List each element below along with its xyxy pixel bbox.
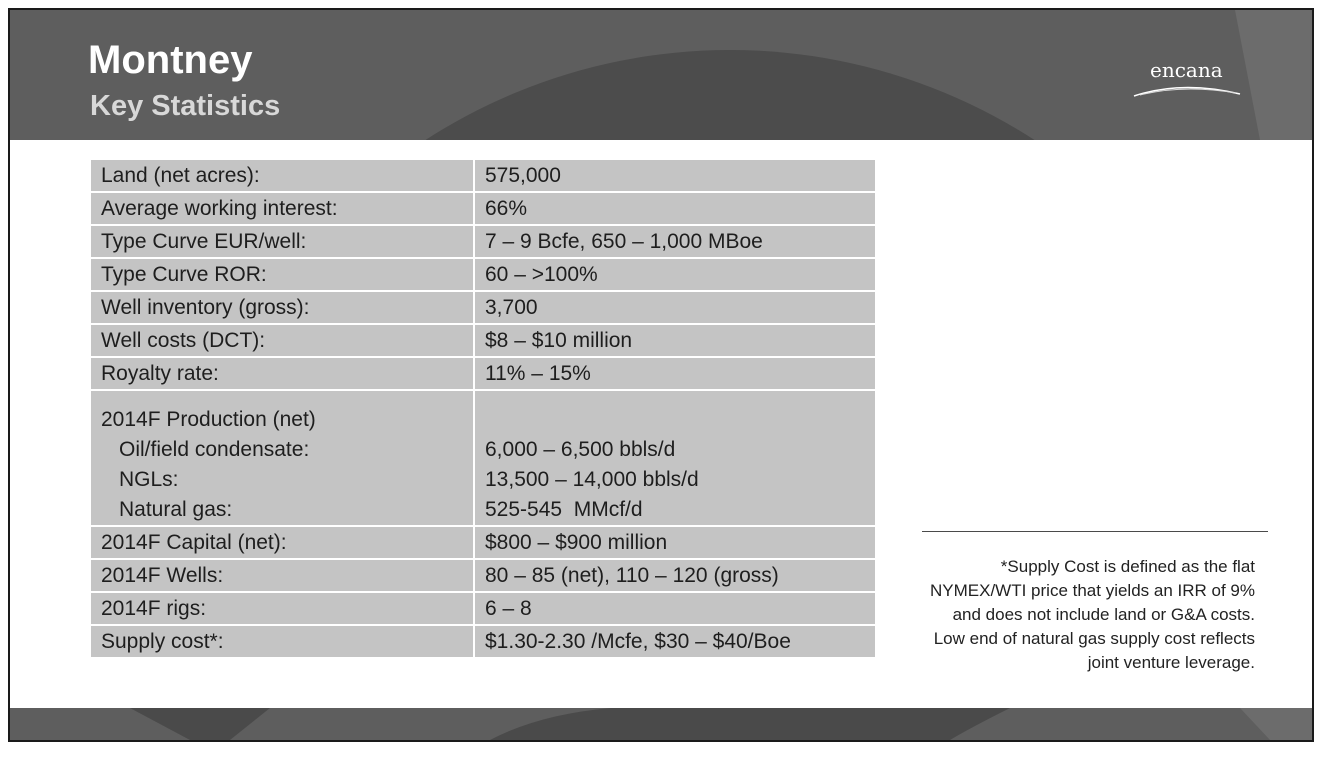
logo-swoosh-icon: [1132, 78, 1242, 98]
supply-cost-footnote: *Supply Cost is defined as the flat NYMEX/WTI price that yields an IRR of 9% and does not include land or G&A costs. Low end of natural gas supply cost reflects joint venture leverage.: [930, 557, 1255, 672]
table-row: [90, 258, 876, 291]
oil-condensate-label: Oil/field condensate:: [119, 438, 310, 461]
row-label: Land (net acres):: [90, 159, 474, 192]
table-row: [90, 225, 876, 258]
row-label: Type Curve ROR:: [90, 258, 474, 291]
table-row: [90, 324, 876, 357]
key-statistics-table: [89, 158, 877, 659]
production-labels: [90, 390, 474, 526]
logo-text: encana: [1150, 58, 1223, 82]
row-value: 80 – 85 (net), 110 – 120 (gross): [474, 559, 876, 592]
row-value: 60 – >100%: [474, 258, 876, 291]
row-value: $1.30-2.30 /Mcfe, $30 – $40/Boe: [474, 625, 876, 658]
table-row: [90, 192, 876, 225]
table-row: [90, 625, 876, 658]
ngls-label: NGLs:: [119, 468, 179, 491]
row-value: 66%: [474, 192, 876, 225]
row-value: 7 – 9 Bcfe, 650 – 1,000 MBoe: [474, 225, 876, 258]
production-values: [474, 390, 876, 526]
slide: [8, 8, 1314, 742]
row-label: Well inventory (gross):: [90, 291, 474, 324]
header-banner: [10, 10, 1312, 140]
table-row: [90, 592, 876, 625]
blank-line: [485, 405, 865, 435]
row-value: $800 – $900 million: [474, 526, 876, 559]
natural-gas-value: 525-545 MMcf/d: [485, 498, 643, 521]
table-row: [90, 291, 876, 324]
row-label: Supply cost*:: [90, 625, 474, 658]
row-label: Average working interest:: [90, 192, 474, 225]
table-row: [90, 159, 876, 192]
row-label: 2014F Capital (net):: [90, 526, 474, 559]
row-value: 3,700: [474, 291, 876, 324]
page-title: Montney: [88, 38, 253, 82]
oil-condensate-value: 6,000 – 6,500 bbls/d: [485, 438, 676, 461]
table-row: [90, 526, 876, 559]
row-label: Type Curve EUR/well:: [90, 225, 474, 258]
footnote-divider: [922, 531, 1268, 532]
ngls-value: 13,500 – 14,000 bbls/d: [485, 468, 699, 491]
row-value: $8 – $10 million: [474, 324, 876, 357]
row-label: 2014F Wells:: [90, 559, 474, 592]
row-value: 6 – 8: [474, 592, 876, 625]
row-label: Royalty rate:: [90, 357, 474, 390]
row-value: 575,000: [474, 159, 876, 192]
production-heading: 2014F Production (net): [101, 408, 316, 431]
natural-gas-label: Natural gas:: [119, 498, 233, 521]
footer-background-shapes: [10, 708, 1312, 740]
footer-banner: [10, 708, 1312, 740]
page-subtitle: Key Statistics: [90, 90, 281, 122]
production-row: [90, 390, 876, 526]
table-row: [90, 559, 876, 592]
table-row: [90, 357, 876, 390]
row-value: 11% – 15%: [474, 357, 876, 390]
encana-logo: [1132, 56, 1242, 100]
row-label: 2014F rigs:: [90, 592, 474, 625]
row-label: Well costs (DCT):: [90, 324, 474, 357]
